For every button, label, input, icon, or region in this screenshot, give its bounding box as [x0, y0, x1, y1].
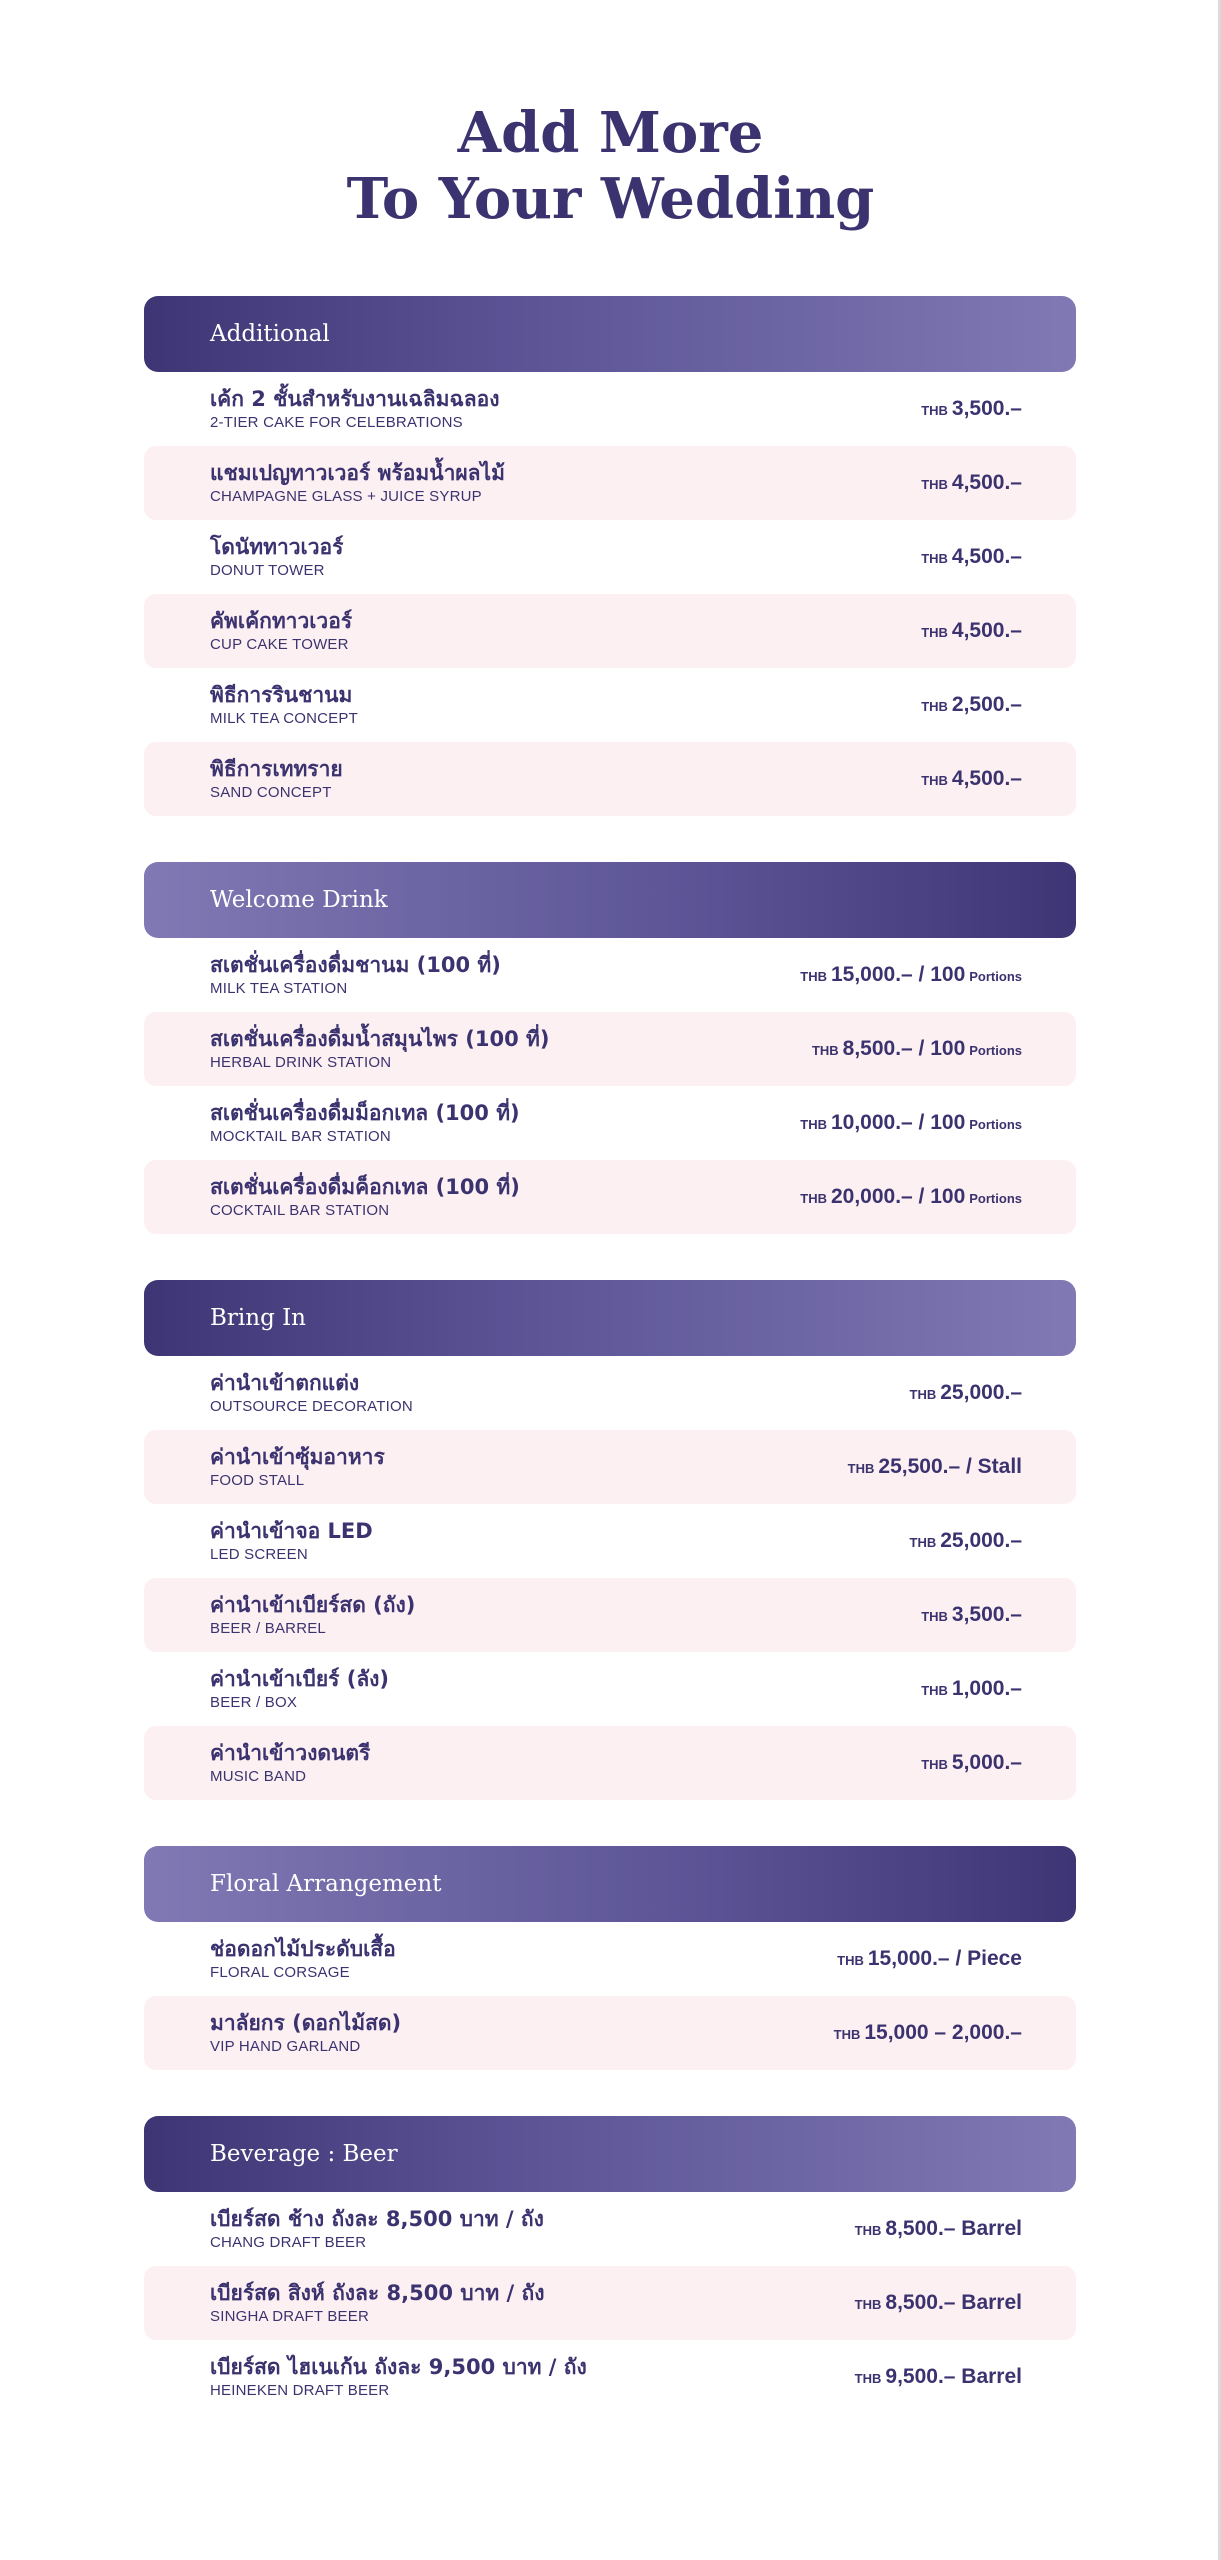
item-price: [921, 471, 1022, 495]
price-currency: THB: [854, 2297, 882, 2312]
item-name-thai: เบียร์สด ไฮเนเก้น ถังละ 9,500 บาท / ถัง: [210, 2355, 587, 2379]
item-name-english: BEER / BARREL: [210, 1620, 326, 1637]
item-price: [800, 1185, 1022, 1209]
price-amount: 15,000.– / 100: [830, 963, 966, 986]
item-name-thai: สเตชั่นเครื่องดื่มม็อกเทล (100 ที่): [210, 1101, 520, 1125]
list-item: [144, 1996, 1076, 2070]
item-price: [837, 1947, 1022, 1971]
list-item: [144, 1922, 1076, 1996]
item-price: [855, 2291, 1022, 2315]
price-currency: THB: [921, 1757, 948, 1772]
price-unit: Portions: [969, 969, 1022, 984]
section-floral-arrangement: [144, 1846, 1076, 2070]
item-name-english: VIP HAND GARLAND: [210, 2038, 361, 2055]
list-item: [144, 2340, 1076, 2414]
item-name-english: BEER / BOX: [210, 1694, 298, 1711]
item-description: [210, 951, 501, 999]
price-amount: 4,500.–: [951, 767, 1022, 790]
menu-sections: [144, 296, 1076, 2460]
list-item: [144, 520, 1076, 594]
item-name-thai: ค่านำเข้าจอ LED: [210, 1519, 373, 1543]
item-name-thai: พิธีการรินชานม: [210, 683, 353, 707]
item-price: [921, 545, 1022, 569]
price-currency: THB: [909, 1535, 937, 1550]
section-welcome-drink: [144, 862, 1076, 1234]
item-name-english: OUTSOURCE DECORATION: [210, 1398, 413, 1415]
item-name-english: MUSIC BAND: [210, 1768, 307, 1785]
price-amount: 15,000.– / Piece: [867, 1947, 1022, 1970]
item-description: [210, 385, 499, 433]
item-name-thai: พิธีการเททราย: [210, 757, 343, 781]
item-price: [910, 1529, 1022, 1553]
item-name-thai: เบียร์สด สิงห์ ถังละ 8,500 บาท / ถัง: [210, 2281, 545, 2305]
item-description: [210, 2279, 544, 2327]
item-description: [210, 1173, 520, 1221]
item-name-thai: สเตชั่นเครื่องดื่มชานม (100 ที่): [210, 953, 501, 977]
list-item: [144, 1578, 1076, 1652]
item-description: [210, 1739, 370, 1787]
item-name-thai: เบียร์สด ช้าง ถังละ 8,500 บาท / ถัง: [210, 2207, 544, 2231]
section-header: Additional: [144, 296, 1076, 372]
item-name-english: SINGHA DRAFT BEER: [210, 2308, 369, 2325]
item-description: [210, 2353, 587, 2401]
item-description: [210, 755, 343, 803]
item-name-thai: ค่านำเข้าวงดนตรี: [210, 1741, 371, 1765]
price-currency: THB: [800, 1117, 827, 1132]
price-amount: 25,000.–: [940, 1381, 1022, 1404]
list-item: [144, 742, 1076, 816]
item-name-thai: โดนัททาวเวอร์: [210, 535, 344, 559]
price-currency: THB: [847, 1461, 875, 1476]
list-item: [144, 2266, 1076, 2340]
item-name-thai: มาลัยกร (ดอกไม้สด): [210, 2011, 402, 2035]
item-description: [210, 681, 358, 729]
item-price: [848, 1455, 1022, 1479]
list-item: [144, 1356, 1076, 1430]
item-price: [921, 693, 1022, 717]
item-price: [800, 963, 1022, 987]
price-currency: THB: [811, 1043, 839, 1058]
list-item: [144, 1652, 1076, 1726]
item-name-english: MILK TEA STATION: [210, 980, 348, 997]
price-amount: 5,000.–: [951, 1751, 1022, 1774]
item-description: [210, 2009, 401, 2057]
price-currency: THB: [921, 1609, 948, 1624]
section-bring-in: [144, 1280, 1076, 1800]
item-description: [210, 1517, 373, 1565]
price-currency: THB: [800, 969, 827, 984]
price-amount: 8,500.– Barrel: [885, 2217, 1022, 2240]
item-price: [921, 619, 1022, 643]
list-item: [144, 1086, 1076, 1160]
item-description: [210, 1591, 415, 1639]
section-header: Beverage : Beer: [144, 2116, 1076, 2192]
item-name-english: HEINEKEN DRAFT BEER: [210, 2382, 390, 2399]
price-amount: 3,500.–: [951, 397, 1022, 420]
item-name-english: SAND CONCEPT: [210, 784, 332, 801]
item-description: [210, 1369, 413, 1417]
item-name-english: CUP CAKE TOWER: [210, 636, 349, 653]
section-header: Bring In: [144, 1280, 1076, 1356]
price-currency: THB: [921, 625, 948, 640]
page-title: [0, 100, 1221, 232]
item-name-thai: ค่านำเข้าตกแต่ง: [210, 1371, 360, 1395]
list-item: [144, 2192, 1076, 2266]
list-item: [144, 668, 1076, 742]
item-price: [921, 767, 1022, 791]
item-name-thai: ช่อดอกไม้ประดับเสื้อ: [210, 1937, 396, 1961]
price-amount: 4,500.–: [951, 619, 1022, 642]
price-unit: Portions: [969, 1117, 1022, 1132]
item-description: [210, 2205, 544, 2253]
price-currency: THB: [854, 2371, 882, 2386]
item-name-thai: สเตชั่นเครื่องดื่มน้ำสมุนไพร (100 ที่): [210, 1027, 550, 1051]
item-price: [921, 397, 1022, 421]
price-amount: 10,000.– / 100: [830, 1111, 966, 1134]
item-description: [210, 1099, 520, 1147]
item-price: [812, 1037, 1022, 1061]
item-name-english: COCKTAIL BAR STATION: [210, 1202, 390, 1219]
price-amount: 15,000 – 2,000.–: [864, 2021, 1022, 2044]
item-name-english: DONUT TOWER: [210, 562, 325, 579]
price-currency: THB: [854, 2223, 882, 2238]
price-amount: 25,500.– / Stall: [878, 1455, 1022, 1478]
price-currency: THB: [921, 403, 948, 418]
price-amount: 20,000.– / 100: [830, 1185, 966, 1208]
price-currency: THB: [909, 1387, 937, 1402]
item-name-thai: ค่านำเข้าเบียร์ (ลัง): [210, 1667, 390, 1691]
item-name-english: LED SCREEN: [210, 1546, 308, 1563]
item-description: [210, 607, 352, 655]
item-name-thai: ค่านำเข้าเบียร์สด (ถัง): [210, 1593, 416, 1617]
item-name-thai: เค้ก 2 ชั้นสำหรับงานเฉลิมฉลอง: [210, 387, 500, 411]
price-currency: THB: [921, 773, 948, 788]
price-amount: 3,500.–: [951, 1603, 1022, 1626]
price-currency: THB: [921, 699, 948, 714]
item-description: [210, 1025, 549, 1073]
item-price: [834, 2021, 1022, 2045]
item-price: [800, 1111, 1022, 1135]
item-name-thai: แชมเปญทาวเวอร์ พร้อมน้ำผลไม้: [210, 461, 505, 485]
item-name-thai: ค่านำเข้าซุ้มอาหาร: [210, 1445, 385, 1469]
price-currency: THB: [921, 551, 948, 566]
price-currency: THB: [921, 477, 948, 492]
page-title-line-2: To Your Wedding: [346, 166, 875, 232]
list-item: [144, 1504, 1076, 1578]
item-name-thai: สเตชั่นเครื่องดื่มค็อกเทล (100 ที่): [210, 1175, 520, 1199]
price-unit: Portions: [969, 1043, 1022, 1058]
list-item: [144, 594, 1076, 668]
section-header: Floral Arrangement: [144, 1846, 1076, 1922]
item-description: [210, 1443, 385, 1491]
item-name-english: CHANG DRAFT BEER: [210, 2234, 367, 2251]
price-currency: THB: [800, 1191, 827, 1206]
price-currency: THB: [837, 1953, 864, 1968]
list-item: [144, 372, 1076, 446]
price-unit: Portions: [969, 1191, 1022, 1206]
item-price: [921, 1751, 1022, 1775]
price-currency: THB: [833, 2027, 861, 2042]
price-amount: 25,000.–: [940, 1529, 1022, 1552]
item-description: [210, 1935, 396, 1983]
list-item: [144, 446, 1076, 520]
price-currency: THB: [921, 1683, 948, 1698]
section-header: Welcome Drink: [144, 862, 1076, 938]
item-name-thai: คัพเค้กทาวเวอร์: [210, 609, 353, 633]
item-name-english: HERBAL DRINK STATION: [210, 1054, 392, 1071]
price-amount: 4,500.–: [951, 471, 1022, 494]
item-description: [210, 533, 343, 581]
item-price: [855, 2217, 1022, 2241]
item-name-english: 2-TIER CAKE FOR CELEBRATIONS: [210, 414, 463, 431]
price-amount: 1,000.–: [951, 1677, 1022, 1700]
item-price: [921, 1677, 1022, 1701]
price-amount: 8,500.– Barrel: [885, 2291, 1022, 2314]
price-amount: 9,500.– Barrel: [885, 2365, 1022, 2388]
item-description: [210, 459, 505, 507]
item-name-english: CHAMPAGNE GLASS + JUICE SYRUP: [210, 488, 482, 505]
list-item: [144, 1726, 1076, 1800]
list-item: [144, 1012, 1076, 1086]
item-price: [910, 1381, 1022, 1405]
page-title-line-1: Add More: [457, 100, 764, 166]
list-item: [144, 938, 1076, 1012]
section-beverage-beer: [144, 2116, 1076, 2414]
item-price: [855, 2365, 1022, 2389]
price-amount: 8,500.– / 100: [842, 1037, 966, 1060]
list-item: [144, 1160, 1076, 1234]
price-amount: 2,500.–: [951, 693, 1022, 716]
item-price: [921, 1603, 1022, 1627]
price-amount: 4,500.–: [951, 545, 1022, 568]
list-item: [144, 1430, 1076, 1504]
section-additional: [144, 296, 1076, 816]
item-name-english: FOOD STALL: [210, 1472, 305, 1489]
item-description: [210, 1665, 389, 1713]
item-name-english: MILK TEA CONCEPT: [210, 710, 358, 727]
item-name-english: MOCKTAIL BAR STATION: [210, 1128, 391, 1145]
item-name-english: FLORAL CORSAGE: [210, 1964, 350, 1981]
